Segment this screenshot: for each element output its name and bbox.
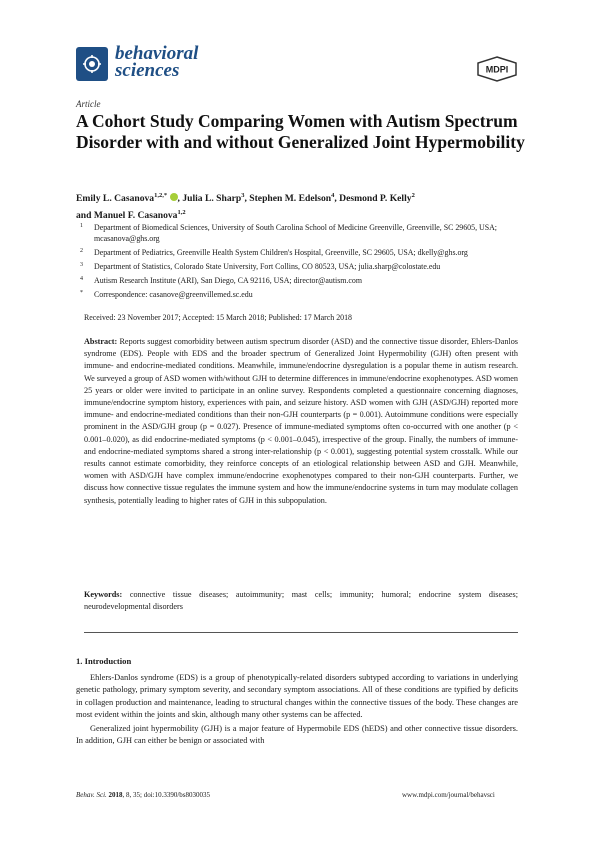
author-affil-sup: 2: [411, 192, 415, 199]
author-name: Julia L. Sharp: [182, 193, 242, 205]
affiliation-text: Autism Research Institute (ARI), San Diego, CA 92116, USA; director@autism.com: [94, 276, 362, 285]
author-affil-sup: 4: [331, 192, 335, 199]
affiliation-item: [76, 247, 526, 258]
citation-footer: [76, 791, 210, 799]
citation-journal: Behav. Sci.: [76, 791, 107, 799]
correspondence: [76, 289, 526, 300]
journal-logo: [76, 47, 108, 81]
affiliation-text: Correspondence: casanove@greenvillemed.sc.edu: [94, 290, 253, 299]
abstract: [84, 336, 518, 507]
author-affil-sup: 3: [241, 192, 245, 199]
journal-name-line2: sciences: [115, 60, 180, 81]
mdpi-logo: [476, 56, 518, 82]
affiliation-text: Department of Biomedical Sciences, University of South Carolina School of Medicine Greenville, Greenville, SC 29605, USA; mcasanova@ghs.org: [94, 223, 497, 243]
page-title: A Cohort Study Comparing Women with Autism Spectrum Disorder with and without Generalized Joint Hypermobility: [76, 111, 525, 152]
affiliation-text: Department of Pediatrics, Greenville Health System Children's Hospital, Greenville, SC 29605, USA; dkelly@ghs.org: [94, 248, 468, 257]
brain-gear-icon: [82, 54, 102, 74]
citation-year: 2018: [108, 791, 123, 799]
author-name: Stephen M. Edelson: [249, 193, 332, 205]
journal-url[interactable]: www.mdpi.com/journal/behavsci: [402, 791, 495, 799]
affiliation-number: 4: [80, 276, 83, 282]
affiliation-number: 2: [80, 248, 83, 254]
author-name: and Manuel F. Casanova: [76, 210, 178, 222]
mdpi-logo-text: MDPI: [485, 64, 509, 75]
orcid-icon[interactable]: [170, 193, 178, 201]
affiliation-text: Department of Statistics, Colorado State University, Fort Collins, CO 80523, USA; julia.sharp@colostate.edu: [94, 262, 441, 271]
affiliation-item: [76, 261, 526, 272]
body-paragraph: Generalized joint hypermobility (GJH) is a major feature of Hypermobile EDS (hEDS) and other connective tissue disorders. In addition, GJH can either be benign or associated with: [76, 724, 518, 746]
keywords-label: Keywords:: [84, 590, 123, 599]
keywords-text: connective tissue diseases; autoimmunity; mast cells; immunity; humoral; endocrine system diseases; neurodevelopmental disorders: [84, 590, 518, 612]
abstract-text: Reports suggest comorbidity between autism spectrum disorder (ASD) and the connective tissue disorder, Ehlers-Danlos syndrome (EDS). People with EDS and the broader spectrum of Generalized Joint Hypermobility (GJH) often present with immune- and endocrine-mediated conditions. Meanwhile, immune/endocrine dysregulation is a popular theme in autism research. We surveyed a group of ASD women with/without GJH to determine differences in immune/endocrine exophenotypes. ASD women 25 years or older were invited to participate in an online survey. Respondents completed a questionnaire concerning diagnoses, immune/endocrine symptom history, experiences with pain, and seizure history. ASD women with GJH (ASD/GJH) reported more immune- and endocrine-mediated conditions than their non-GJH counterparts (p = 0.001). Autoimmune conditions were especially prominent in the ASD/GJH group (p = 0.027). Presence of immune-mediated symptoms often co-occurred with one another (p < 0.001–0.020), as did endocrine-mediated symptoms (p < 0.001–0.045), irrespective of the group. Finally, the numbers of immune- and endocrine-mediated symptoms shared a strong inter-relationship (p < 0.001), suggesting potential system crosstalk. While our results cannot estimate comorbidity, they reinforce concepts of an etiological relationship between ASD and GJH. Meanwhile, women with ASD/GJH have complex immune/endocrine exophenotypes compared to their non-GJH counterparts. Further, we discuss how connective tissue regulates the immune system and how the immune/endocrine systems in turn may modulate collagen synthesis, potentially leading to higher rates of GJH in this subpopulation.: [84, 337, 518, 505]
author-affil-sup: 1,2: [177, 209, 186, 217]
author-list: Emily L. Casanova$^{1,2,*}$ , Julia L. Sharp$^3$, Stephen M. Edelson$^4$, Desmond P. Kelly$^2$ and Manuel F. Casanova$^{1,2}$: [76, 192, 415, 222]
affiliation-item: [76, 275, 526, 286]
affiliation-number: 1: [80, 223, 83, 229]
section-heading: 1. Introduction: [76, 656, 132, 666]
affiliations: [76, 222, 526, 303]
affiliation-item: [76, 222, 526, 244]
body-paragraph: Ehlers-Danlos syndrome (EDS) is a group of phenotypically-related disorders subtyped according to variations in underlying genetic pathology, primary symptom severity, and secondary symptom associations. All of these conditions are typified by deficits in collagen production and maintenance, leading to structural changes within the connective tissues of the body. These changes are most evident within the joints and skin, although many other systems can be affected.: [76, 673, 518, 719]
journal-name: [115, 45, 198, 79]
journal-name-line1: behavioral: [115, 43, 199, 64]
citation-rest: , 8, 35; doi:10.3390/bs8030035: [122, 791, 211, 799]
divider: [84, 632, 518, 633]
author-affil-sup: 1,2,*: [154, 192, 168, 199]
affiliation-number: 3: [80, 262, 83, 268]
keywords: [84, 589, 518, 613]
article-type: Article: [76, 99, 101, 109]
publication-dates: Received: 23 November 2017; Accepted: 15 March 2018; Published: 17 March 2018: [84, 313, 353, 322]
author-name: Desmond P. Kelly: [339, 193, 412, 205]
section-body: [76, 672, 518, 750]
author-name: Emily L. Casanova: [76, 193, 155, 205]
affiliation-number: *: [80, 290, 83, 296]
abstract-label: Abstract:: [84, 337, 118, 346]
